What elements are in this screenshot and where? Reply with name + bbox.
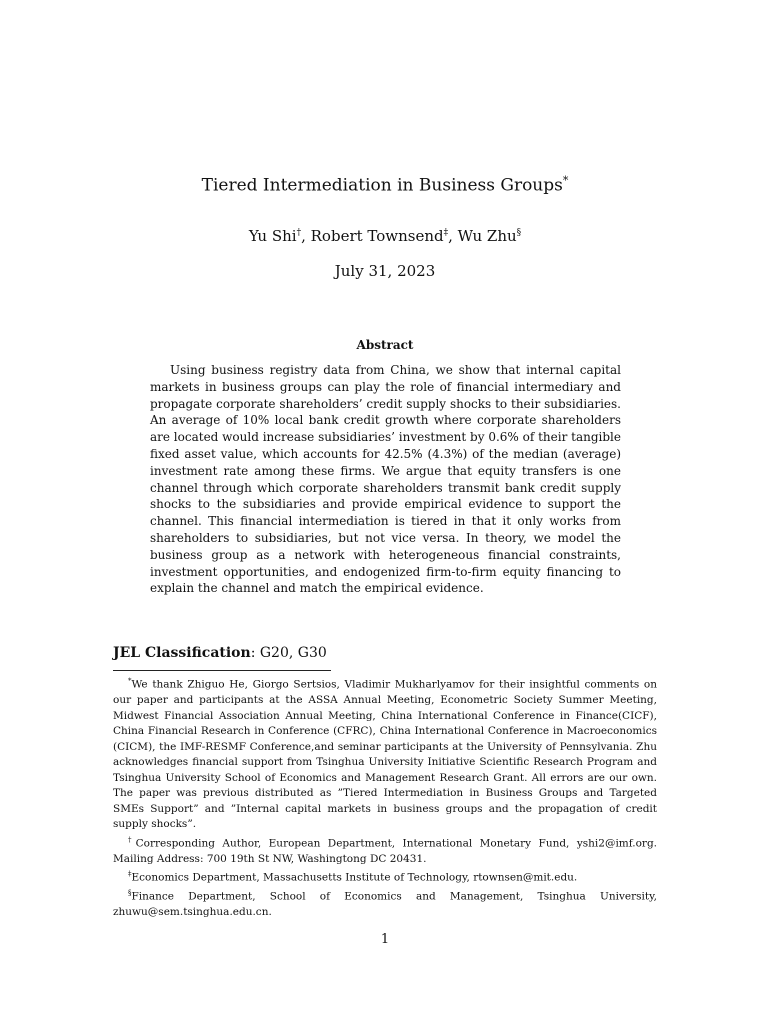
footnote	[113, 867, 657, 886]
jel-value: : G20, G30	[250, 645, 327, 661]
jel-label: JEL Classification	[113, 645, 251, 661]
author-separator: ,	[301, 227, 311, 245]
author-footnote-mark: †	[296, 228, 302, 238]
author-name: Yu Shi	[248, 227, 297, 245]
abstract-text: Using business registry data from China, we show that internal capital markets in business groups can play the role of financial intermediary and propagate corporate shareholders’ credit supply shocks to their subsidiaries. An average of 10% local bank credit growth where corporate shareholders are located would increase subsidiaries’ investment by 0.6% of their tangible fixed asset value, which accounts for 42.5% (4.3%) of the median (average) investment rate among these firms. We argue that equity transfers is one channel through which corporate shareholders transmit bank credit supply shocks to the subsidiaries and provide empirical evidence to support the channel. This financial intermediation is tiered in that it only works from shareholders to subsidiaries, but not vice versa. In theory, we model the business group as a network with heterogeneous financial constraints, investment opportunities, and endogenized firm-to-firm equity financing to explain the channel and match the empirical evidence.	[150, 363, 621, 596]
footnote-text: Economics Department, Massachusetts Institute of Technology, rtownsen@mit.edu.	[131, 871, 578, 884]
footnote-mark: *	[128, 677, 132, 685]
author-name: Wu Zhu	[457, 227, 517, 245]
title-footnote-mark: *	[562, 174, 569, 187]
author-name: Robert Townsend	[310, 227, 444, 245]
footnote	[113, 886, 657, 921]
author-footnote-mark: §	[516, 228, 522, 238]
page-number: 1	[380, 932, 390, 947]
title-text: Tiered Intermediation in Business Groups	[201, 175, 563, 196]
footnote-mark: †	[128, 835, 136, 844]
footnote-text: We thank Zhiguo He, Giorgo Sertsios, Vladimir Mukharlyamov for their insightful comments on our paper and participants at the ASSA Annual Meeting, Econometric Society Summer Meeting, Midwest Financial Association Annual Meeting, China International Conference in Finance(CICF), China Financial Research in Conference (CFRC), China International Conference in Macroeconomics (CICM), the IMF-RESMF Conference,and seminar participants at the University of Pennsylvania. Zhu acknowledges financial support from Tsinghua University Initiative Scientific Research Program and Tsinghua University School of Economics and Management Research Grant. All errors are our own. The paper was previous distributed as ”Tiered Intermediation in Business Groups and Targeted SMEs Support” and ”Internal capital markets in business groups and the propagation of credit supply shocks”.	[113, 678, 657, 830]
footnote-text: Finance Department, School of Economics and Management, Tsinghua University, zhuwu@sem.tsinghua.edu.cn.	[113, 890, 657, 918]
paper-date: July 31, 2023	[334, 262, 436, 280]
footnote	[113, 833, 657, 868]
author-footnote-mark: ‡	[443, 228, 449, 238]
jel-classification	[113, 645, 327, 661]
abstract-heading: Abstract	[356, 338, 414, 352]
footnote-rule	[113, 670, 331, 671]
footnotes	[113, 674, 657, 921]
author-list	[0, 227, 770, 245]
footnote-text: Corresponding Author, European Department, International Monetary Fund, yshi2@imf.org. Mailing Address: 700 19th St NW, Washingtong DC 20431.	[113, 837, 658, 865]
footnote	[113, 674, 657, 833]
author-separator: ,	[448, 227, 458, 245]
footnote-mark: §	[128, 889, 132, 897]
paper-title	[0, 174, 770, 196]
footnote-mark: ‡	[128, 870, 132, 878]
